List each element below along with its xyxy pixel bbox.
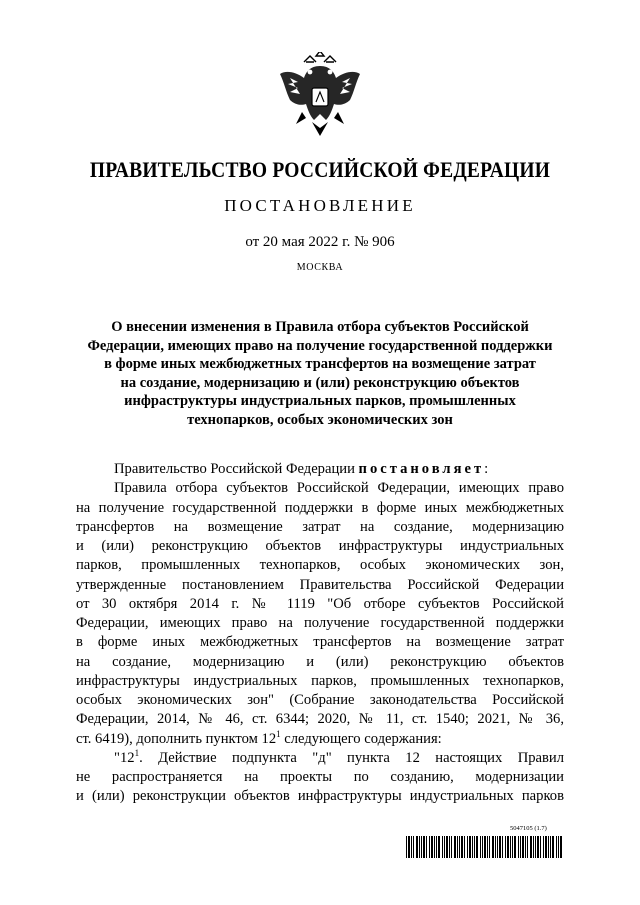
barcode-bar xyxy=(492,836,494,858)
paragraph-line: не распространяется на проекты по созданию, модернизации xyxy=(76,769,564,785)
barcode-bar xyxy=(558,836,559,858)
subject-line: технопарков, особых экономических зон xyxy=(187,411,453,428)
barcode-bar xyxy=(416,836,418,858)
superscript: 1 xyxy=(134,747,140,758)
barcode-bar xyxy=(464,836,465,858)
paragraph-line: трансфертов на возмещение затрат на создание, модернизацию xyxy=(76,518,564,535)
barcode-bar xyxy=(514,836,516,858)
paragraph-line: и (или) реконструкцию объектов инфраструктуры индустриальных xyxy=(76,538,564,554)
barcode-bar xyxy=(518,836,519,858)
barcode-bar xyxy=(429,836,430,858)
barcode-bar xyxy=(548,836,549,858)
barcode-bar xyxy=(543,836,544,858)
barcode-bar xyxy=(423,836,425,858)
barcode-bar xyxy=(487,836,488,858)
intro-prefix: Правительство Российской Федерации xyxy=(114,461,359,477)
barcode-bar xyxy=(408,836,410,858)
intro-paragraph xyxy=(76,460,564,479)
barcode-bar xyxy=(545,836,547,858)
barcode-bar xyxy=(482,836,483,858)
barcode-bar xyxy=(525,836,526,858)
barcode-bar xyxy=(446,836,448,858)
russian-coat-of-arms-icon xyxy=(276,52,364,144)
barcode-bar xyxy=(419,836,420,858)
barcode-bar xyxy=(484,836,486,858)
barcode-bar xyxy=(438,836,440,858)
paragraph-line: в форме иных межбюджетных трансфертов на возмещение затрат xyxy=(76,634,564,651)
paragraph-line: Федерации, 2014, № 46, ст. 6344; 2020, № 11, ст. 1540; 2021, № 36, xyxy=(76,711,564,728)
paragraph-line: на получение государственной поддержки в форме иных межбюджетных xyxy=(76,499,564,516)
barcode-bar xyxy=(461,836,463,858)
barcode-bar xyxy=(421,836,422,858)
barcode-bar xyxy=(469,836,471,858)
barcode-bar xyxy=(499,836,501,858)
barcode-bar xyxy=(522,836,524,858)
barcode-bar xyxy=(431,836,433,858)
paragraph-text: "12 xyxy=(114,749,135,766)
barcode-bar xyxy=(454,836,456,858)
barcode-bar xyxy=(444,836,445,858)
subject-line: О внесении изменения в Правила отбора субъектов Российской xyxy=(111,319,529,335)
document-subject xyxy=(80,318,560,429)
barcode-bar xyxy=(556,836,557,858)
document-date-number: от 20 мая 2022 г. № 906 xyxy=(245,234,395,250)
barcode-bar xyxy=(489,836,490,858)
paragraph-line: на создание, модернизацию и (или) реконструкцию объектов xyxy=(76,653,564,670)
barcode-bar xyxy=(413,836,414,858)
barcode-bar xyxy=(476,836,478,858)
barcode-bar xyxy=(474,836,475,858)
paragraph-line xyxy=(76,730,564,749)
barcode-bar xyxy=(436,836,437,858)
paragraph-text: следующего содержания: xyxy=(280,730,442,747)
barcode-number: 5047105 (1.7) xyxy=(510,825,547,832)
subject-line: Федерации, имеющих право на получение государственной поддержки xyxy=(87,337,553,354)
paragraph-line: Правила отбора субъектов Российской Федерации, имеющих право xyxy=(114,480,564,497)
barcode-bar xyxy=(510,836,511,858)
document-city: МОСКВА xyxy=(296,262,344,273)
barcode-bar xyxy=(459,836,460,858)
barcode-bar xyxy=(537,836,539,858)
barcode-bar xyxy=(406,836,407,858)
barcode-bar xyxy=(451,836,452,858)
intro-action: постановляет xyxy=(358,461,485,477)
barcode-bar xyxy=(560,836,562,858)
barcode-bar xyxy=(535,836,536,858)
paragraph-line xyxy=(76,749,564,768)
paragraph-line: особых экономических зон" (Собрание законодательства Российской xyxy=(76,692,564,708)
barcode-bar xyxy=(411,836,412,858)
barcode-bar xyxy=(550,836,551,858)
paragraph-line: от 30 октября 2014 г. № 1119 "Об отборе субъектов Российской xyxy=(76,595,564,612)
barcode-bar xyxy=(442,836,443,858)
barcode-bar xyxy=(530,836,532,858)
subject-line: на создание, модернизацию и (или) реконструкцию объектов xyxy=(120,374,520,391)
barcode-bar xyxy=(434,836,435,858)
barcode-bar xyxy=(497,836,498,858)
subject-line: инфраструктуры индустриальных парков, промышленных xyxy=(124,393,516,409)
document-body xyxy=(76,460,564,807)
intro-suffix: : xyxy=(484,461,489,477)
barcode-bar xyxy=(540,836,541,858)
superscript: 1 xyxy=(276,728,281,739)
subject-line: в форме иных межбюджетных трансфертов на возмещение затрат xyxy=(104,356,536,372)
barcode-bar xyxy=(457,836,458,858)
barcode-bar xyxy=(527,836,528,858)
paragraph-line: утвержденные постановлением Правительства Российской Федерации xyxy=(76,576,564,593)
barcode-icon xyxy=(406,836,564,858)
barcode-bar xyxy=(512,836,513,858)
barcode-bar xyxy=(426,836,427,858)
barcode-bar xyxy=(502,836,503,858)
paragraph-line: Федерации, имеющих право на получение государственной поддержки xyxy=(76,615,564,631)
barcode-bar xyxy=(449,836,450,858)
document-type: ПОСТАНОВЛЕНИЕ xyxy=(224,196,416,215)
barcode-bar xyxy=(507,836,509,858)
barcode-bar xyxy=(505,836,506,858)
paragraph-line: инфраструктуры индустриальных парков, промышленных технопарков, xyxy=(76,672,564,689)
paragraph-line: и (или) реконструкции объектов инфраструктуры индустриальных парков xyxy=(76,788,564,805)
barcode-bar xyxy=(520,836,521,858)
barcode-bar xyxy=(480,836,481,858)
barcode-bar xyxy=(467,836,468,858)
barcode-bar xyxy=(533,836,534,858)
barcode-bar xyxy=(552,836,554,858)
barcode-bar xyxy=(495,836,496,858)
paragraph-line: парков, промышленных технопарков, особых экономических зон, xyxy=(76,557,564,574)
barcode-bar xyxy=(472,836,473,858)
government-title: ПРАВИТЕЛЬСТВО РОССИЙСКОЙ ФЕДЕРАЦИИ xyxy=(89,158,551,183)
paragraph-text: . Действие подпункта "д" пункта 12 настоящих Правил xyxy=(139,749,564,766)
paragraph-text: ст. 6419), дополнить пунктом 12 xyxy=(76,730,277,747)
